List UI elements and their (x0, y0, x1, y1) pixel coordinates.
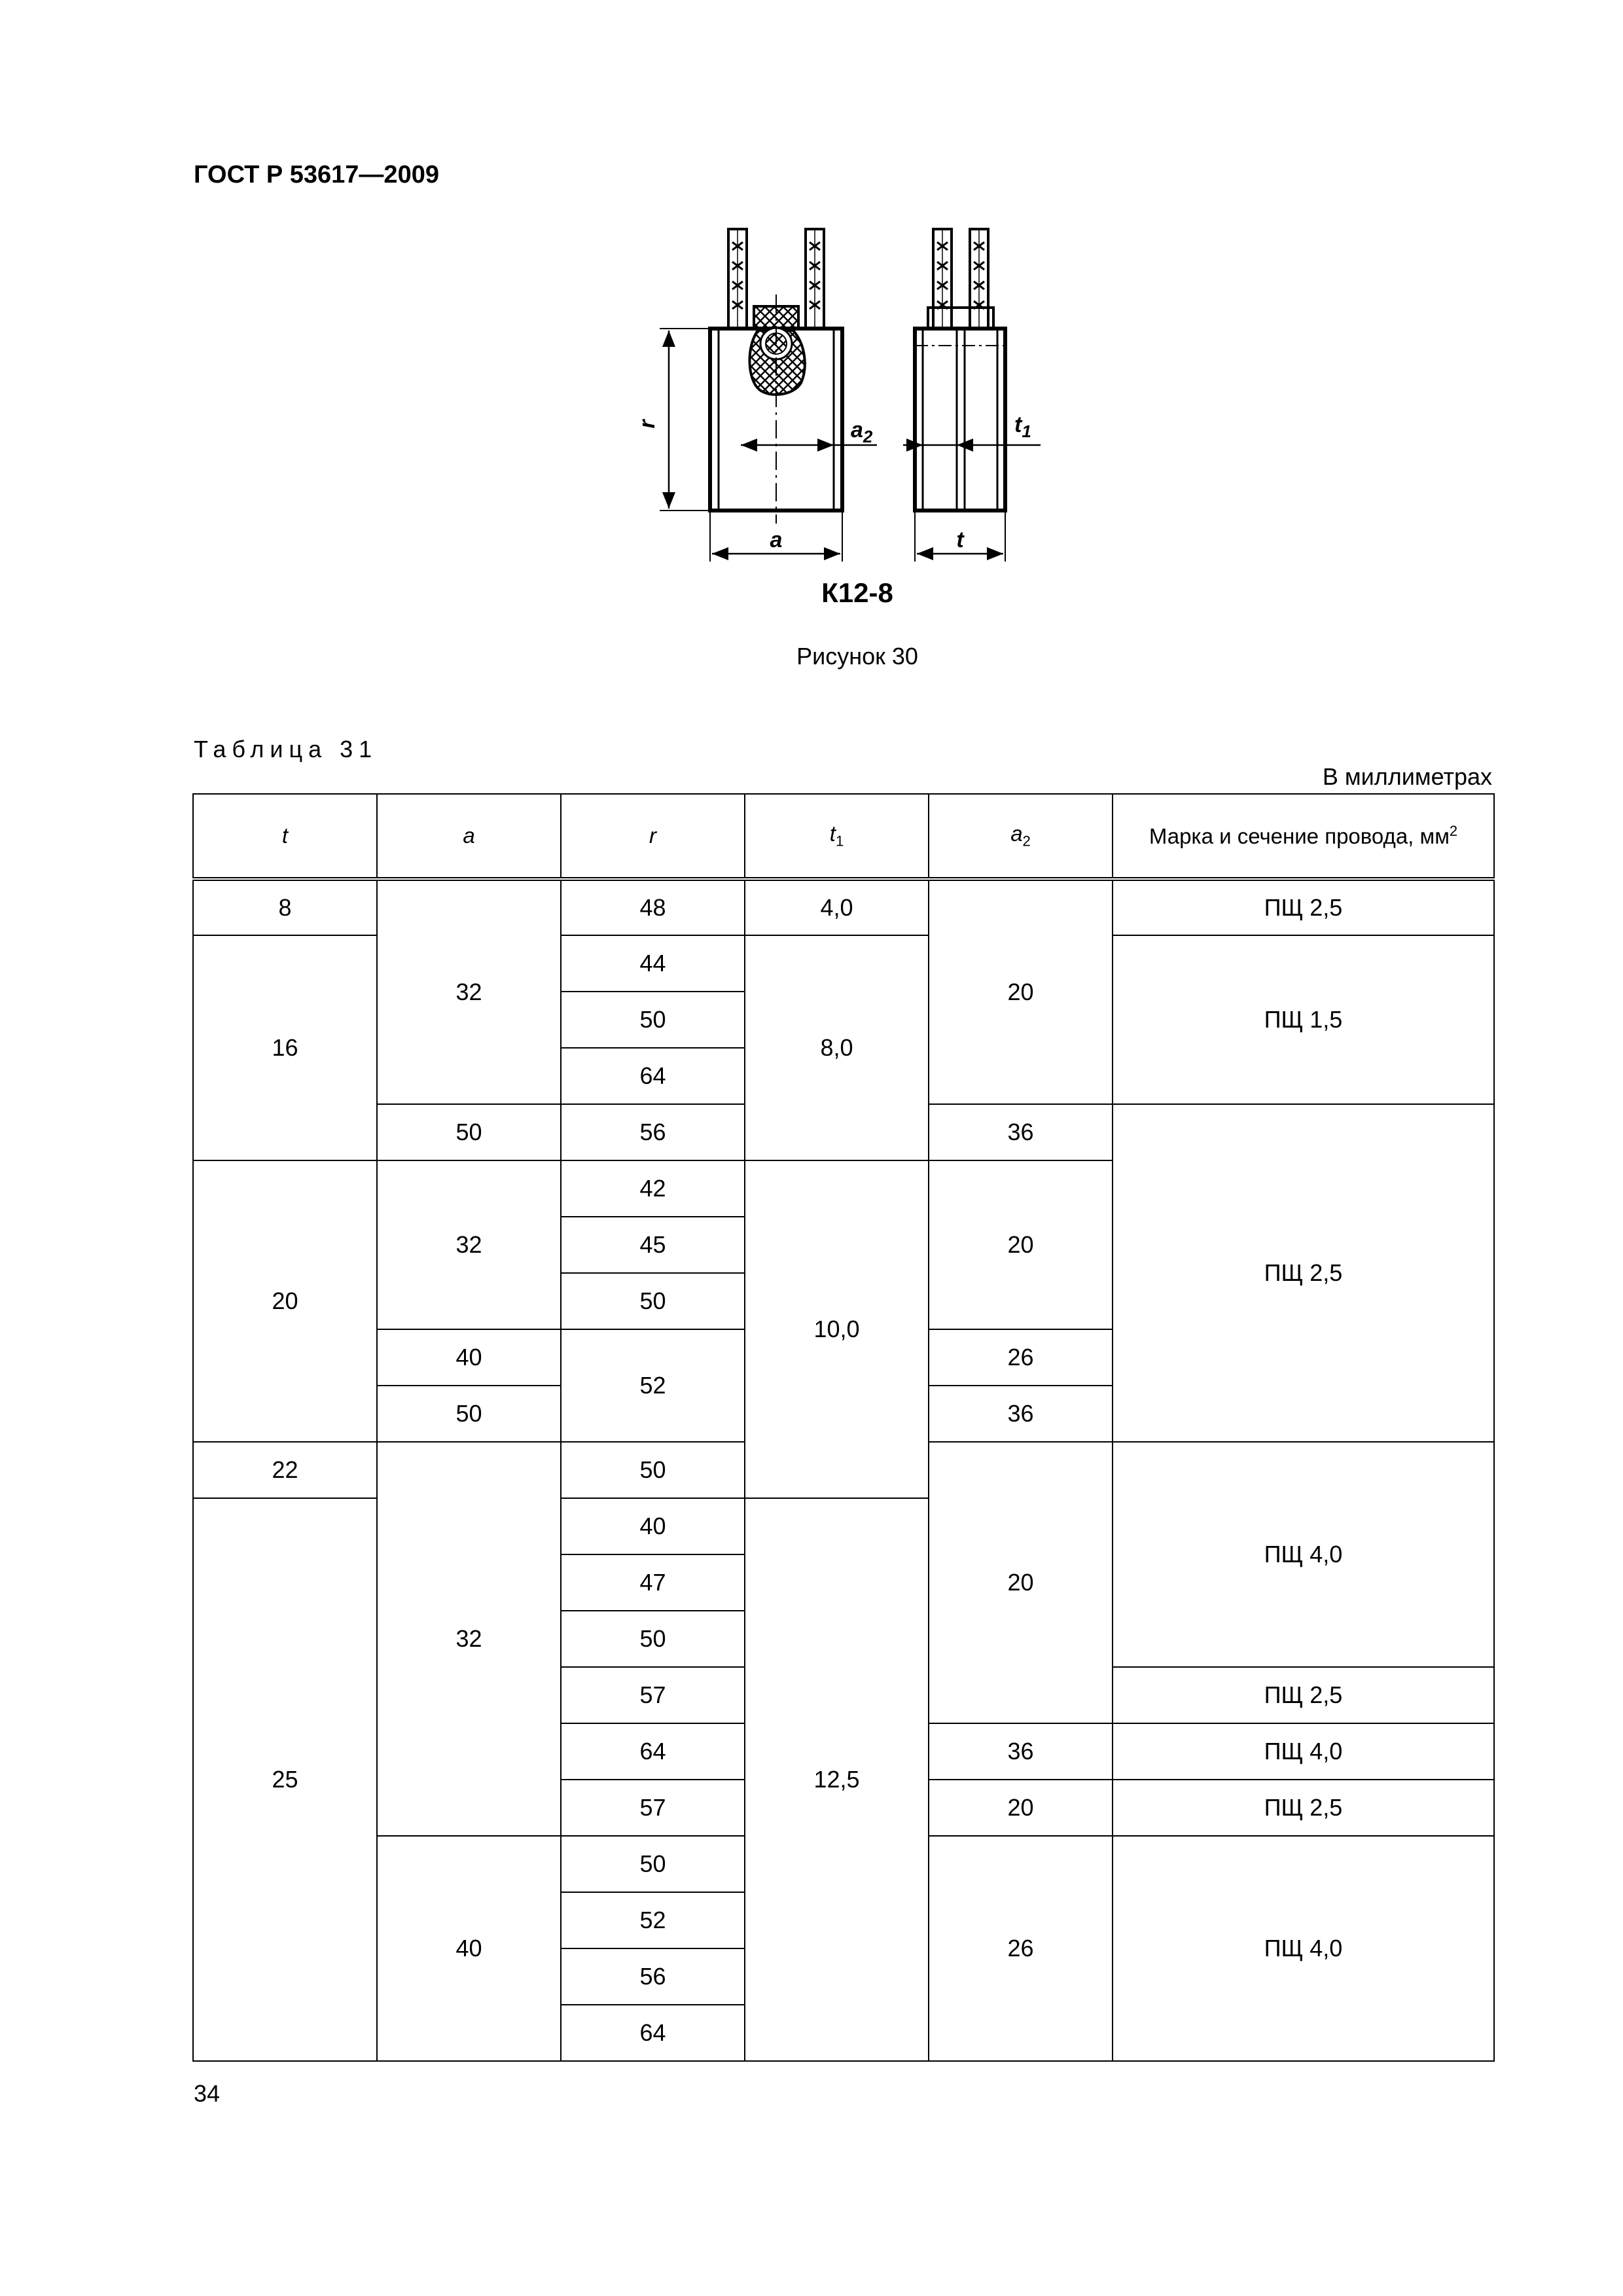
cell-r: 64 (561, 1048, 745, 1104)
cell-a2: 36 (929, 1104, 1113, 1160)
cell-a2: 36 (929, 1386, 1113, 1442)
cell-wire: ПЩ 4,0 (1113, 1442, 1494, 1667)
right-wire (806, 229, 824, 329)
specification-table (192, 793, 1495, 2062)
cell-wire: ПЩ 2,5 (1113, 879, 1494, 935)
units-note: В миллиметрах (1322, 763, 1492, 790)
cell-r: 47 (561, 1554, 745, 1611)
side-view (903, 229, 1041, 562)
cell-a2: 20 (929, 879, 1113, 1104)
cell-r: 42 (561, 1160, 745, 1217)
cell-r: 50 (561, 1611, 745, 1667)
cell-a: 32 (377, 879, 561, 1104)
cell-r: 45 (561, 1217, 745, 1273)
cell-a2: 26 (929, 1836, 1113, 2061)
cell-r: 50 (561, 1442, 745, 1498)
table-title: Таблица 31 (194, 736, 378, 762)
header-a: a (377, 794, 561, 879)
table-header-row (193, 794, 1494, 879)
header-t1: $t_1$ (745, 794, 929, 879)
cell-a2: 26 (929, 1329, 1113, 1386)
cell-r: 44 (561, 935, 745, 992)
cell-wire: ПЩ 2,5 (1113, 1667, 1494, 1723)
cell-t: 25 (193, 1498, 377, 2061)
cell-t: 20 (193, 1160, 377, 1442)
cell-a2: 20 (929, 1442, 1113, 1723)
cell-a2: 20 (929, 1780, 1113, 1836)
cell-r: 40 (561, 1498, 745, 1554)
cell-a: 32 (377, 1442, 561, 1836)
cell-r: 52 (561, 1892, 745, 1948)
cell-t1: 8,0 (745, 935, 929, 1160)
cell-a: 40 (377, 1836, 561, 2061)
page-number: 34 (194, 2080, 221, 2107)
document-header: ГОСТ Р 53617—2009 (194, 161, 439, 188)
cell-r: 50 (561, 1836, 745, 1892)
cell-r: 48 (561, 879, 745, 935)
cell-r: 57 (561, 1780, 745, 1836)
cell-t1: 10,0 (745, 1160, 929, 1498)
cell-a: 32 (377, 1160, 561, 1329)
cell-a: 50 (377, 1386, 561, 1442)
cell-t: 8 (193, 879, 377, 935)
side-wire-left (933, 229, 952, 329)
cell-r: 64 (561, 2005, 745, 2061)
header-wire: Марка и сечение провода, $мм^2$ (1113, 794, 1494, 879)
cell-r: 56 (561, 1104, 745, 1160)
dim-label-r: r (635, 420, 660, 429)
dim-label-a2: $a_2$ (851, 418, 873, 446)
dim-label-t: t (956, 528, 964, 552)
header-t: t (193, 794, 377, 879)
header-r: r (561, 794, 745, 879)
cell-r: 56 (561, 1948, 745, 2005)
front-view (660, 229, 877, 562)
cell-a2: 20 (929, 1160, 1113, 1329)
cell-r: 50 (561, 1273, 745, 1329)
cell-t1: 4,0 (745, 879, 929, 935)
left-wire (728, 229, 747, 329)
cell-wire: ПЩ 2,5 (1113, 1780, 1494, 1836)
cell-t1: 12,5 (745, 1498, 929, 2061)
figure-caption: Рисунок 30 (796, 643, 918, 670)
side-wire-right (970, 229, 988, 329)
cell-a2: 36 (929, 1723, 1113, 1780)
cell-r: 52 (561, 1329, 745, 1442)
table-row (193, 879, 1494, 935)
cell-wire: ПЩ 4,0 (1113, 1723, 1494, 1780)
dim-label-t1: $t_1$ (1014, 412, 1031, 441)
cell-wire: ПЩ 1,5 (1113, 935, 1494, 1104)
brush-drawing (0, 0, 1623, 589)
cell-a: 50 (377, 1104, 561, 1160)
cell-t: 22 (193, 1442, 377, 1498)
dim-label-a: a (770, 528, 783, 552)
cell-r: 57 (561, 1667, 745, 1723)
figure-label: К12-8 (821, 577, 893, 608)
cell-a: 40 (377, 1329, 561, 1386)
cell-wire: ПЩ 4,0 (1113, 1836, 1494, 2061)
cell-r: 64 (561, 1723, 745, 1780)
cell-wire: ПЩ 2,5 (1113, 1104, 1494, 1442)
cell-r: 50 (561, 992, 745, 1048)
cell-t: 16 (193, 935, 377, 1160)
header-a2: $a_2$ (929, 794, 1113, 879)
